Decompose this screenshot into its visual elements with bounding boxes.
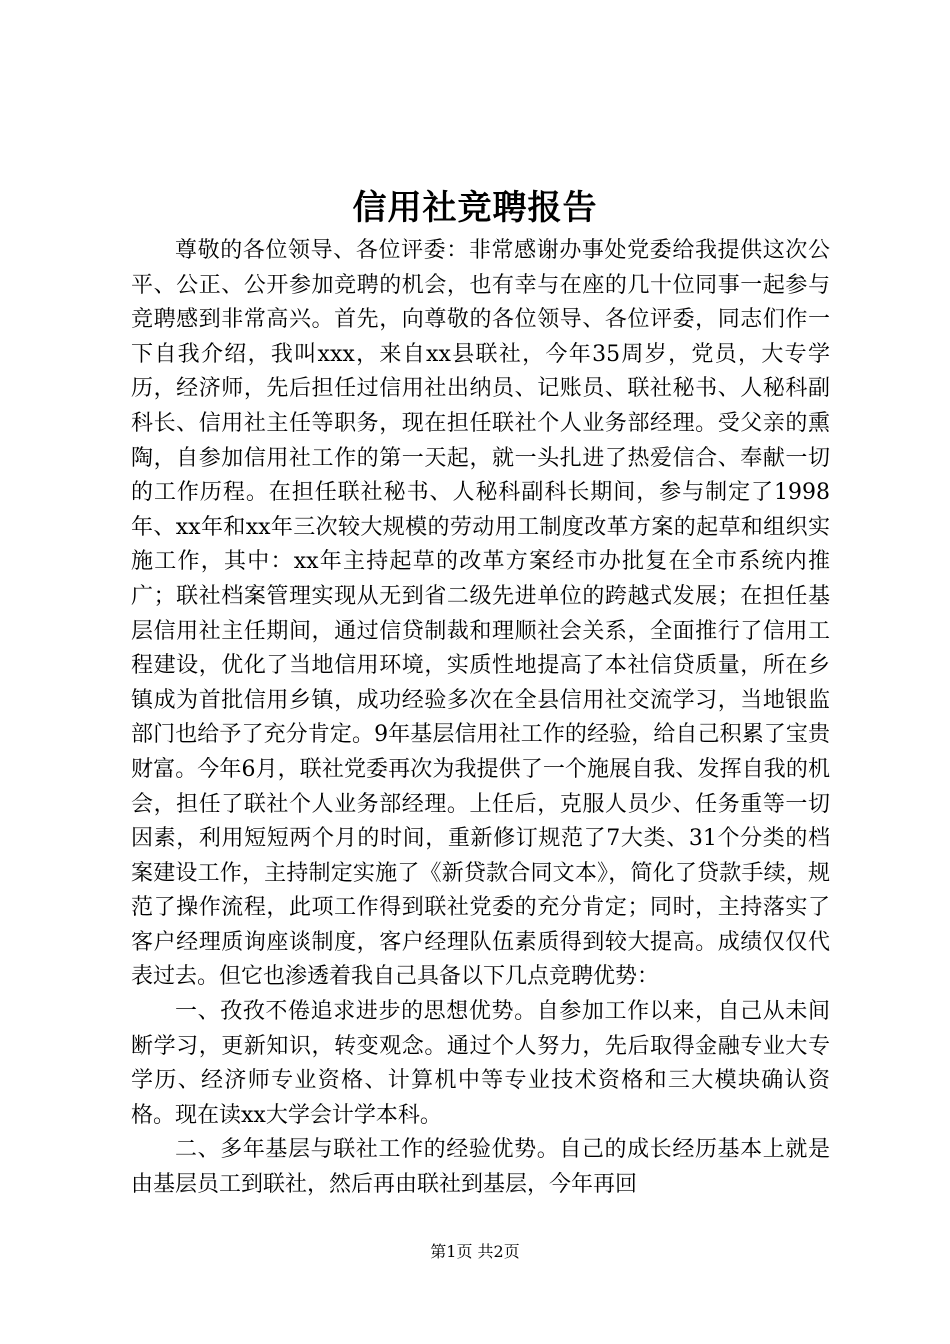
paragraph-intro: 尊敬的各位领导、各位评委：非常感谢办事处党委给我提供这次公平、公正、公开参加竞聘的机会，也有幸与在座的几十位同事一起参与竞聘感到非常高兴。首先，向尊敬的各位领导、各位评委，同志们作一下自我介绍，我叫xxx，来自xx县联社，今年35周岁，党员，大专学历，经济师，先后担任过信用社出纳员、记账员、联社秘书、人秘科副科长、信用社主任等职务，现在担任联社个人业务部经理。受父亲的熏陶，自参加信用社工作的第一天起，就一头扎进了热爱信合、奉献一切的工作历程。在担任联社秘书、人秘科副科长期间，参与制定了1998年、xx年和xx年三次较大规模的劳动用工制度改革方案的起草和组织实施工作，其中：xx年主持起草的改革方案经市办批复在全市系统内推广；联社档案管理实现从无到省二级先进单位的跨越式发展；在担任基层信用社主任期间，通过信贷制裁和理顺社会关系，全面推行了信用工程建设，优化了当地信用环境，实质性地提高了本社信贷质量，所在乡镇成为首批信用乡镇，成功经验多次在全县信用社交流学习，当地银监部门也给予了充分肯定。9年基层信用社工作的经验，给自己积累了宝贵财富。今年6月，联社党委再次为我提供了一个施展自我、发挥自我的机会，担任了联社个人业务部经理。上任后，克服人员少、任务重等一切因素，利用短短两个月的时间，重新修订规范了7大类、31个分类的档案建设工作，主持制定实施了《新贷款合同文本》，简化了贷款手续，规范了操作流程，此项工作得到联社党委的充分肯定；同时，主持落实了客户经理质询座谈制度，客户经理队伍素质得到较大提高。成绩仅仅代表过去。但它也渗透着我自己具备以下几点竞聘优势： (131, 238, 830, 990)
document-body (131, 234, 830, 1203)
page-number-footer: 第1页 共2页 (430, 1242, 520, 1261)
document-title: 信用社竞聘报告 (352, 188, 598, 228)
paragraph-advantage-one: 一、孜孜不倦追求进步的思想优势。自参加工作以来，自己从未间断学习，更新知识，转变观念。通过个人努力，先后取得金融专业大专学历、经济师专业资格、计算机中等专业技术资格和三大模块确认资格。现在读xx大学会计学本科。 (131, 999, 830, 1128)
paragraph-advantage-two: 二、多年基层与联社工作的经验优势。自己的成长经历基本上就是由基层员工到联社，然后再由联社到基层，今年再回 (131, 1137, 830, 1198)
